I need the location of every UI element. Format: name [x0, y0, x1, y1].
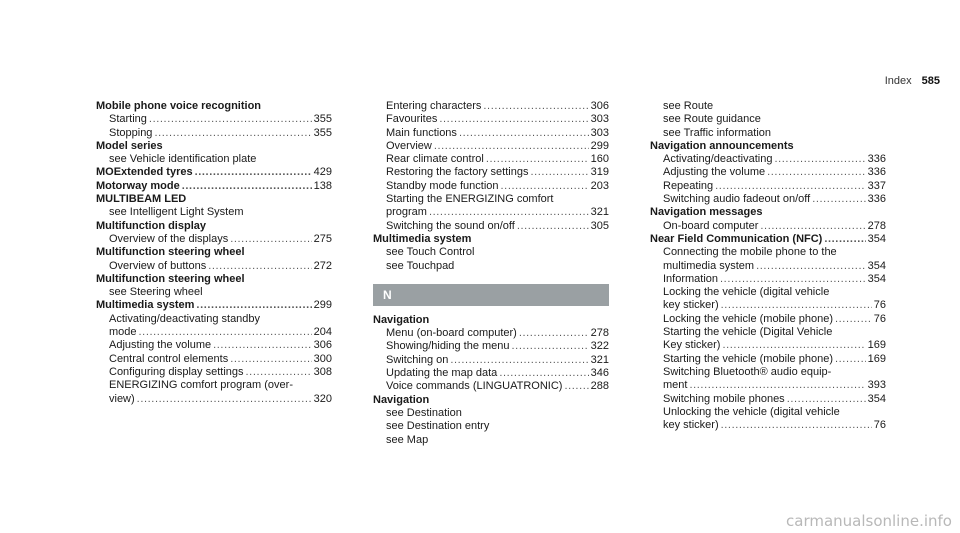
entry-text: Motorway mode	[96, 179, 180, 192]
entry-text: Key sticker)	[663, 339, 721, 352]
index-subentry	[96, 393, 332, 406]
index-heading	[650, 140, 886, 153]
dot-leader	[208, 260, 311, 273]
page-reference[interactable]: 299	[590, 139, 609, 152]
index-subentry	[373, 127, 609, 140]
entry-text: Adjusting the volume	[109, 339, 212, 352]
index-subentry	[96, 353, 332, 366]
page-reference[interactable]: 355	[313, 113, 332, 126]
entry-text: Standby mode function	[386, 179, 499, 192]
entry-text: Starting the ENERGIZING comfort	[386, 193, 554, 206]
entry-text: Information	[663, 272, 719, 285]
entry-text: see Map	[386, 433, 429, 446]
index-subentry	[96, 233, 332, 246]
page-reference[interactable]: 308	[313, 365, 332, 378]
page-reference[interactable]: 337	[867, 179, 886, 192]
page-reference[interactable]: 169	[867, 352, 886, 365]
page-reference[interactable]: 306	[590, 100, 609, 112]
index-subentry	[373, 327, 609, 340]
page-reference[interactable]: 429	[313, 166, 332, 179]
entry-text: Navigation	[373, 313, 430, 326]
entry-text: Multimedia system	[373, 232, 472, 245]
dot-leader	[530, 166, 588, 179]
page-reference[interactable]: 76	[873, 299, 886, 312]
index-heading	[96, 180, 332, 193]
page-reference[interactable]: 346	[590, 367, 609, 380]
entry-text: see Destination	[386, 406, 462, 419]
index-subentry	[373, 420, 609, 433]
dot-leader	[689, 379, 865, 392]
index-subentry	[373, 367, 609, 380]
dot-leader	[824, 233, 865, 246]
index-heading	[373, 233, 609, 246]
index-subentry	[373, 220, 609, 233]
index-subentry	[373, 206, 609, 219]
dot-leader	[720, 273, 866, 286]
entry-text: Entering characters	[386, 100, 482, 112]
entry-text: Starting the vehicle (Digital Vehicle	[663, 326, 833, 339]
page-reference[interactable]: 278	[867, 219, 886, 232]
index-subentry	[96, 366, 332, 379]
page-reference[interactable]: 319	[590, 166, 609, 179]
page-reference[interactable]: 303	[590, 113, 609, 126]
entry-text: Multifunction display	[96, 219, 206, 232]
entry-text: Navigation announcements	[650, 139, 794, 152]
entry-text: Overview of buttons	[109, 259, 207, 272]
entry-text: Multifunction steering wheel	[96, 246, 245, 259]
entry-text: Menu (on-board computer)	[386, 327, 517, 340]
dot-leader	[196, 299, 311, 312]
index-subentry	[650, 406, 886, 419]
page-reference[interactable]: 354	[867, 272, 886, 285]
section-letter: N	[373, 284, 609, 306]
page-reference[interactable]: 76	[873, 419, 886, 432]
entry-text: MOExtended tyres	[96, 166, 193, 179]
index-heading	[373, 314, 609, 327]
index-subentry	[373, 140, 609, 153]
page-reference[interactable]: 272	[313, 259, 332, 272]
entry-text: see Intelligent Light System	[109, 206, 244, 219]
index-subentry	[96, 206, 332, 219]
entry-text: Near Field Communication (NFC)	[650, 232, 823, 245]
dot-leader	[450, 354, 588, 367]
page-reference[interactable]: 305	[590, 219, 609, 232]
index-subentry	[373, 153, 609, 166]
entry-text: Starting	[109, 113, 147, 126]
entry-text: Locking the vehicle (digital vehicle	[663, 286, 830, 299]
index-subentry	[373, 407, 609, 420]
entry-text: Adjusting the volume	[663, 166, 766, 179]
page-reference[interactable]: 321	[590, 206, 609, 219]
dot-leader	[512, 340, 589, 353]
entry-text: Connecting the mobile phone to the	[663, 246, 837, 259]
page-reference[interactable]: 336	[867, 153, 886, 166]
dot-leader	[230, 353, 311, 366]
index-subentry	[373, 113, 609, 126]
dot-leader	[767, 166, 866, 179]
page-reference[interactable]: 393	[867, 379, 886, 392]
page-reference[interactable]: 336	[867, 193, 886, 206]
index-heading	[96, 299, 332, 312]
entry-text: Repeating	[663, 179, 714, 192]
entry-text: see Route guidance	[663, 113, 761, 126]
dot-leader	[429, 206, 589, 219]
index-subentry	[650, 153, 886, 166]
dot-leader	[756, 260, 866, 273]
dot-leader	[721, 299, 872, 312]
entry-text: see Steering wheel	[109, 286, 203, 299]
entry-text: Multimedia system	[96, 299, 195, 312]
index-subentry	[373, 180, 609, 193]
page-reference[interactable]: 355	[313, 126, 332, 139]
page-reference[interactable]: 336	[867, 166, 886, 179]
dot-leader	[139, 326, 312, 339]
index-heading	[96, 140, 332, 153]
index-subentry	[650, 286, 886, 299]
index-subentry	[373, 260, 609, 273]
dot-leader	[230, 233, 311, 246]
entry-text: see Touch Control	[386, 246, 475, 259]
index-subentry	[650, 113, 886, 126]
index-subentry	[650, 419, 886, 432]
entry-text: program	[386, 206, 427, 219]
index-heading	[96, 273, 332, 286]
page-reference[interactable]: 321	[590, 353, 609, 366]
page-reference[interactable]: 76	[873, 312, 886, 325]
index-subentry	[650, 260, 886, 273]
page-number: 585	[921, 75, 940, 87]
index-subentry	[96, 313, 332, 326]
index-heading	[650, 233, 886, 246]
watermark: carmanualsonline.info	[786, 511, 952, 530]
dot-leader	[519, 327, 589, 340]
index-subentry	[373, 100, 609, 113]
entry-text: Locking the vehicle (mobile phone)	[663, 312, 833, 325]
index-column-2	[373, 100, 609, 447]
entry-text: MULTIBEAM LED	[96, 193, 187, 206]
entry-text: see Route	[663, 100, 714, 112]
index-subentry	[650, 339, 886, 352]
index-subentry	[650, 313, 886, 326]
index-subentry	[650, 273, 886, 286]
page-reference[interactable]: 303	[590, 126, 609, 139]
index-subentry	[373, 434, 609, 447]
dot-leader	[787, 393, 866, 406]
index-subentry	[96, 339, 332, 352]
index-subentry	[650, 246, 886, 259]
entry-text: Configuring display settings	[109, 365, 244, 378]
entry-text: Favourites	[386, 113, 438, 126]
index-column-3	[650, 100, 886, 432]
entry-text: Central control elements	[109, 352, 229, 365]
dot-leader	[154, 127, 311, 140]
index-subentry	[650, 127, 886, 140]
index-subentry	[96, 326, 332, 339]
index-subentry	[373, 193, 609, 206]
entry-text: Showing/hiding the menu	[386, 340, 510, 353]
entry-text: Unlocking the vehicle (digital vehicle	[663, 405, 840, 418]
index-heading	[650, 206, 886, 219]
index-heading	[96, 166, 332, 179]
index-subentry	[650, 100, 886, 113]
dot-leader	[182, 180, 312, 193]
entry-text: Mobile phone voice recognition	[96, 100, 262, 112]
dot-leader	[835, 313, 872, 326]
page-reference[interactable]: 138	[313, 179, 332, 192]
entry-text: see Destination entry	[386, 420, 490, 433]
entry-text: Switching on	[386, 353, 449, 366]
dot-leader	[501, 180, 589, 193]
index-subentry	[96, 379, 332, 392]
dot-leader	[517, 220, 589, 233]
entry-text: Voice commands (LINGUATRONIC)	[386, 380, 563, 393]
page-reference[interactable]: 288	[590, 380, 609, 393]
entry-text: multimedia system	[663, 259, 755, 272]
entry-text: Stopping	[109, 126, 153, 139]
dot-leader	[774, 153, 865, 166]
entry-text: mode	[109, 326, 137, 339]
page-reference[interactable]: 320	[313, 392, 332, 405]
dot-leader	[564, 380, 588, 393]
entry-text: key sticker)	[663, 419, 719, 432]
index-subentry	[96, 286, 332, 299]
entry-text: Starting the vehicle (mobile phone)	[663, 352, 833, 365]
entry-text: Navigation messages	[650, 206, 763, 219]
index-heading	[96, 100, 332, 113]
index-subentry	[373, 354, 609, 367]
index-subentry	[650, 193, 886, 206]
dot-leader	[246, 366, 312, 379]
page-reference[interactable]: 300	[313, 352, 332, 365]
page-reference[interactable]: 203	[590, 179, 609, 192]
entry-text: Rear climate control	[386, 153, 484, 166]
entry-text: ENERGIZING comfort program (over-	[109, 379, 293, 392]
entry-text: ment	[663, 379, 688, 392]
index-subentry	[373, 340, 609, 353]
index-heading	[96, 246, 332, 259]
index-subentry	[650, 166, 886, 179]
dot-leader	[439, 113, 588, 126]
entry-text: Switching mobile phones	[663, 392, 785, 405]
dot-leader	[459, 127, 589, 140]
page-reference[interactable]: 306	[313, 339, 332, 352]
page-reference[interactable]: 160	[590, 153, 609, 166]
entry-text: Switching Bluetooth® audio equip-	[663, 365, 832, 378]
index-subentry	[96, 153, 332, 166]
entry-text: Model series	[96, 139, 163, 152]
page-reference[interactable]: 322	[590, 340, 609, 353]
entry-text: Switching audio fadeout on/off	[663, 193, 811, 206]
index-subentry	[96, 260, 332, 273]
index-subentry	[373, 246, 609, 259]
dot-leader	[486, 153, 589, 166]
entry-text: see Vehicle identification plate	[109, 153, 257, 166]
index-subentry	[96, 127, 332, 140]
index-subentry	[650, 326, 886, 339]
index-subentry	[373, 380, 609, 393]
index-subentry	[96, 113, 332, 126]
entry-text: Navigation	[373, 393, 430, 406]
page-reference[interactable]: 278	[590, 327, 609, 340]
page-reference[interactable]: 204	[313, 326, 332, 339]
entry-text: On-board computer	[663, 219, 759, 232]
entry-text: key sticker)	[663, 299, 719, 312]
index-subentry	[650, 299, 886, 312]
page-reference[interactable]: 299	[313, 299, 332, 312]
entry-text: Activating/deactivating standby	[109, 312, 261, 325]
entry-text: Restoring the factory settings	[386, 166, 529, 179]
dot-leader	[835, 353, 866, 366]
index-column-1	[96, 100, 332, 406]
header-title: Index	[884, 75, 912, 87]
page-reference[interactable]: 354	[867, 392, 886, 405]
dot-leader	[812, 193, 865, 206]
dot-leader	[195, 166, 312, 179]
index-subentry	[650, 366, 886, 379]
entry-text: Switching the sound on/off	[386, 219, 515, 232]
page-reference[interactable]: 354	[867, 232, 886, 245]
index-subentry	[650, 379, 886, 392]
dot-leader	[149, 113, 312, 126]
index-subentry	[650, 180, 886, 193]
index-subentry	[650, 220, 886, 233]
dot-leader	[137, 393, 312, 406]
entry-text: Multifunction steering wheel	[96, 272, 245, 285]
page-reference[interactable]: 354	[867, 259, 886, 272]
page-reference[interactable]: 169	[867, 339, 886, 352]
dot-leader	[434, 140, 589, 153]
dot-leader	[760, 220, 865, 233]
dot-leader	[499, 367, 588, 380]
dot-leader	[715, 180, 865, 193]
index-subentry	[650, 353, 886, 366]
index-heading	[373, 394, 609, 407]
entry-text: Updating the map data	[386, 367, 498, 380]
dot-leader	[721, 419, 872, 432]
entry-text: see Traffic information	[663, 126, 772, 139]
dot-leader	[483, 100, 588, 113]
entry-text: see Touchpad	[386, 259, 455, 272]
entry-text: Main functions	[386, 126, 457, 139]
index-heading	[96, 220, 332, 233]
page-header	[885, 75, 940, 88]
index-heading	[96, 193, 332, 206]
entry-text: Overview	[386, 139, 432, 152]
entry-text: Activating/deactivating	[663, 153, 773, 166]
index-subentry	[373, 166, 609, 179]
page-reference[interactable]: 275	[313, 232, 332, 245]
entry-text: Overview of the displays	[109, 232, 229, 245]
dot-leader	[213, 339, 312, 352]
index-subentry	[650, 393, 886, 406]
entry-text: view)	[109, 392, 135, 405]
dot-leader	[722, 339, 865, 352]
